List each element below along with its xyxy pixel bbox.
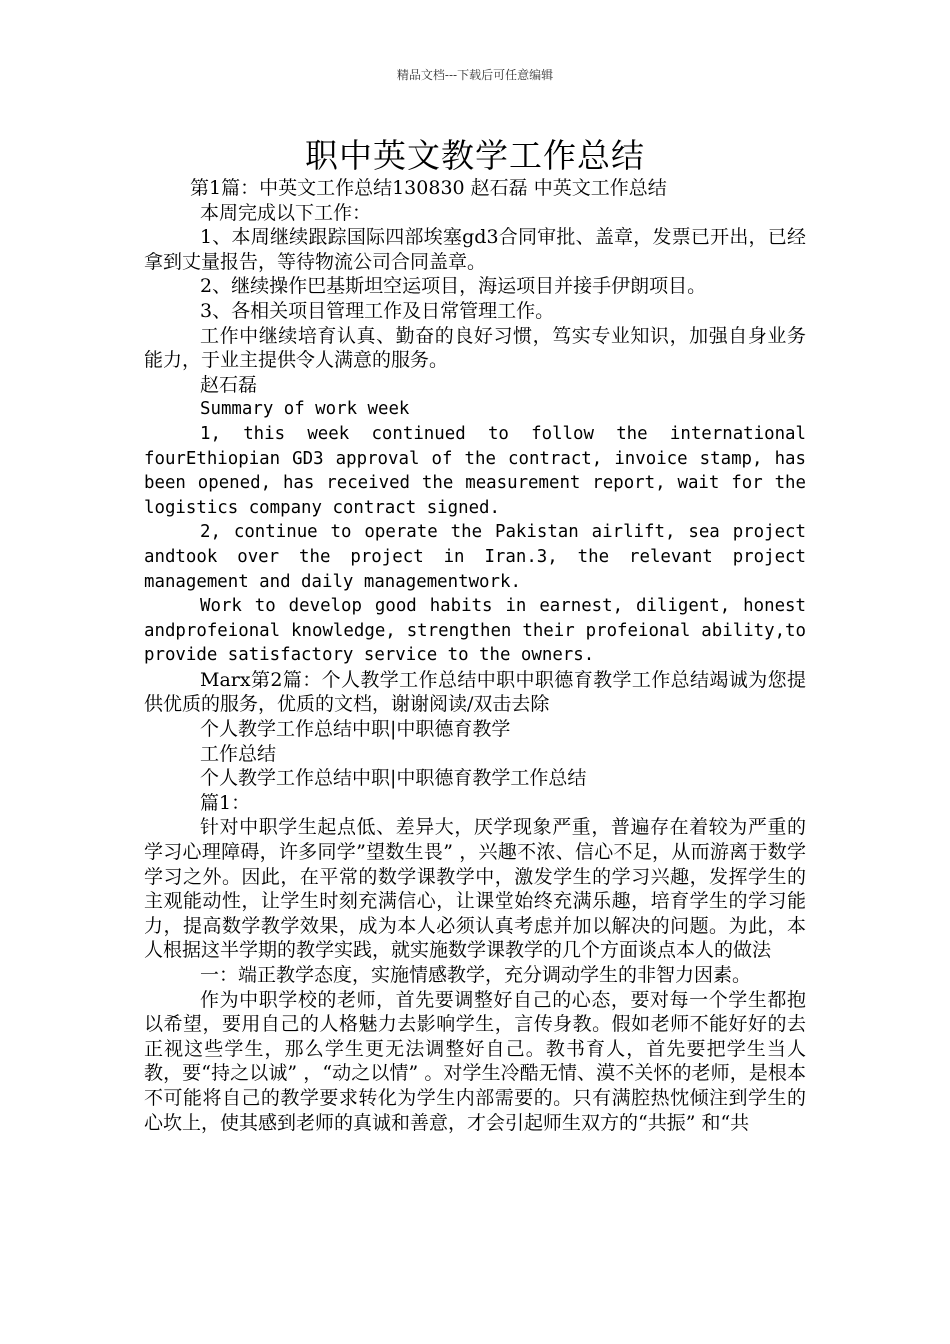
document-title: 职中英文教学工作总结: [305, 136, 645, 175]
paragraph-english: Summary of work week: [200, 399, 410, 420]
document-body: [144, 176, 806, 1135]
paragraph: 2、继续操作巴基斯坦空运项目，海运项目并接手伊朗项目。: [200, 275, 707, 298]
paragraph: 工作总结: [200, 742, 277, 765]
paragraph-english: 1, this week continued to follow the international fourEthiopian GD3 approval of the contract, invoice stamp, has been opened, has received the measurement report, wait for the logistics company contract signed.: [144, 423, 806, 518]
paragraph: 工作中继续培育认真、勤奋的良好习惯，笃实专业知识，加强自身业务能力，于业主提供令人满意的服务。: [144, 324, 806, 372]
paragraph-chapter2-heading: Marx第2篇：个人教学工作总结中职中职德育教学工作总结竭诚为您提供优质的服务，优质的文档，谢谢阅读/双击去除: [144, 668, 806, 716]
paragraph: 个人教学工作总结中职|中职德育教学工作总结: [200, 767, 587, 790]
paragraph: 作为中职学校的老师，首先要调整好自己的心态，要对每一个学生都抱以希望，要用自己的人格魅力去影响学生，言传身教。假如老师不能好好的去正视这些学生，那么学生更无法调整好自己。教书育人，首先要把学生当人教，要“持之以诚” ，“动之以情” 。对学生冷酷无情、漠不关怀的老师，是根本不可能将自己的教学要求转化为学生内部需要的。只有满腔热忱倾注到学生的心坎上，使其感到老师的真诚和善意，才会引起师生双方的“共振” 和“共: [144, 988, 806, 1134]
paragraph-english: Work to develop good habits in earnest, diligent, honest andprofeional knowledge, strengthen their profeional ability,to provide satisfactory service to the owners.: [144, 596, 806, 666]
paragraph: 篇1：: [200, 791, 251, 814]
paragraph: 个人教学工作总结中职|中职德育教学: [200, 718, 511, 741]
paragraph: 1、本周继续跟踪国际四部埃塞gd3合同审批、盖章，发票已开出，已经拿到丈量报告，等待物流公司合同盖章。: [144, 226, 806, 273]
page-header: 精品文档---下载后可任意编辑: [396, 68, 554, 82]
paragraph: 本周完成以下工作：: [200, 201, 372, 224]
paragraph: 3、各相关项目管理工作及日常管理工作。: [200, 299, 555, 322]
paragraph: 针对中职学生起点低、差异大，厌学现象严重，普遍存在着较为严重的学习心理障碍，许多同学”望数生畏” ，兴趣不浓、信心不足，从而游离于数学学习之外。因此，在平常的数学课教学中，激发学生的学习兴趣，发挥学生的主观能动性，让学生时刻充满信心，让课堂始终充满乐趣，培育学生的学习能力，提高数学教学效果，成为本人必须认真考虑并加以解决的问题。为此，本人根据这半学期的教学实践，就实施数学课教学的几个方面谈点本人的做法: [144, 816, 806, 962]
paragraph: 一：端正教学态度，实施情感教学，充分调动学生的非智力因素。: [200, 964, 752, 986]
paragraph-signature: 赵石磊: [200, 373, 258, 396]
paragraph-chapter1-heading: 第1篇：中英文工作总结130830 赵石磊 中英文工作总结: [190, 177, 667, 199]
paragraph-english: 2, continue to operate the Pakistan airlift, sea project andtook over the project in Iran.3, the relevant project management and daily managementwork.: [144, 522, 806, 592]
